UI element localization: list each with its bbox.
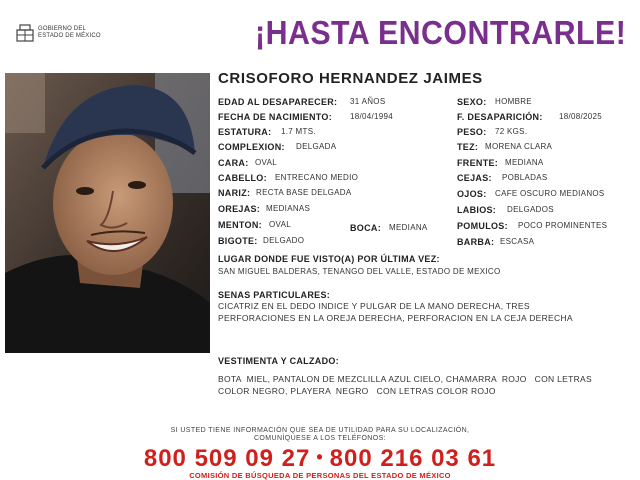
logo-line-1: GOBIERNO DEL xyxy=(38,26,87,32)
value-boca: MEDIANA xyxy=(389,223,428,232)
label-edad: EDAD AL DESAPARECER: xyxy=(218,97,338,107)
label-barba: BARBA: xyxy=(457,237,495,247)
value-estatura: 1.7 MTS. xyxy=(281,127,316,136)
label-labios: LABIOS: xyxy=(457,205,497,215)
value-nacimiento: 18/04/1994 xyxy=(350,112,394,121)
label-tez: TEZ: xyxy=(457,142,479,152)
phone-separator: • xyxy=(316,447,324,467)
value-edad: 31 AÑOS xyxy=(350,97,386,106)
value-desaparicion: 18/08/2025 xyxy=(559,112,603,121)
value-pomulos: POCO PROMINENTES xyxy=(518,221,608,230)
last-seen-value: SAN MIGUEL BALDERAS, TENANGO DEL VALLE, ESTADO DE MEXICO xyxy=(218,267,501,276)
phone-number-1[interactable]: 800 509 09 27 xyxy=(143,445,311,472)
phone-numbers xyxy=(0,445,640,473)
label-cara: CARA: xyxy=(218,158,249,168)
value-cejas: POBLADAS xyxy=(502,173,548,182)
contact-info xyxy=(0,427,640,443)
value-complexion: DELGADA xyxy=(296,142,337,151)
value-sexo: HOMBRE xyxy=(495,97,532,106)
label-sexo: SEXO: xyxy=(457,97,487,107)
label-ojos: OJOS: xyxy=(457,189,487,199)
label-desaparicion: F. DESAPARICIÓN: xyxy=(457,112,543,122)
value-cara: OVAL xyxy=(255,158,277,167)
last-seen-label: LUGAR DONDE FUE VISTO(A) POR ÚLTIMA VEZ: xyxy=(218,254,440,264)
value-menton: OVAL xyxy=(269,220,291,229)
value-frente: MEDIANA xyxy=(505,158,544,167)
clothing-line-1: BOTA MIEL, PANTALON DE MEZCLILLA AZUL CIELO, CHAMARRA ROJO CON LETRAS xyxy=(218,374,592,384)
phone-number-2[interactable]: 800 216 03 61 xyxy=(329,445,497,472)
value-labios: DELGADOS xyxy=(507,205,554,214)
clothing-label: VESTIMENTA Y CALZADO: xyxy=(218,356,339,366)
label-estatura: ESTATURA: xyxy=(218,127,272,137)
label-peso: PESO: xyxy=(457,127,487,137)
marks-line-1: CICATRIZ EN EL DEDO INDICE Y PULGAR DE LA MANO DERECHA, TRES xyxy=(218,301,530,311)
label-complexion: COMPLEXION: xyxy=(218,142,285,152)
value-orejas: MEDIANAS xyxy=(266,204,311,213)
label-cejas: CEJAS: xyxy=(457,173,492,183)
state-emblem-icon xyxy=(14,22,36,44)
value-barba: ESCASA xyxy=(500,237,535,246)
value-bigote: DELGADO xyxy=(263,236,305,245)
label-pomulos: POMULOS: xyxy=(457,221,508,231)
value-ojos: CAFE OSCURO MEDIANOS xyxy=(495,189,605,198)
label-bigote: BIGOTE: xyxy=(218,236,258,246)
marks-line-2: PERFORACIONES EN LA OREJA DERECHA, PERFORACION EN LA CEJA DERECHA xyxy=(218,313,573,323)
logo-line-2: ESTADO DE MÉXICO xyxy=(38,33,101,39)
label-frente: FRENTE: xyxy=(457,158,499,168)
commission-name: COMISIÓN DE BÚSQUEDA DE PERSONAS DEL ESTADO DE MÉXICO xyxy=(189,471,451,480)
person-name: CRISOFORO HERNANDEZ JAIMES xyxy=(218,70,483,87)
label-cabello: CABELLO: xyxy=(218,173,267,183)
label-menton: MENTON: xyxy=(218,220,262,230)
label-nacimiento: FECHA DE NACIMIENTO: xyxy=(218,112,332,122)
person-photo-icon xyxy=(5,73,210,353)
clothing-text xyxy=(218,373,592,397)
contact-info-line-1: SI USTED TIENE INFORMACIÓN QUE SEA DE UTILIDAD PARA SU LOCALIZACIÓN, xyxy=(170,427,470,434)
label-boca: BOCA: xyxy=(350,223,381,233)
label-orejas: OREJAS: xyxy=(218,204,261,214)
marks-text xyxy=(218,300,573,324)
value-tez: MORENA CLARA xyxy=(485,142,553,151)
logo-text xyxy=(38,26,101,40)
value-nariz: RECTA BASE DELGADA xyxy=(256,188,352,197)
missing-person-photo xyxy=(5,73,210,353)
label-nariz: NARIZ: xyxy=(218,188,251,198)
headline: ¡HASTA ENCONTRARLE! xyxy=(255,14,627,51)
government-logo xyxy=(14,22,119,46)
contact-info-line-2: COMUNÍQUESE A LOS TELÉFONOS: xyxy=(253,435,387,442)
marks-label: SENAS PARTICULARES: xyxy=(218,290,331,300)
clothing-line-2: COLOR NEGRO, PLAYERA NEGRO CON LETRAS COLOR ROJO xyxy=(218,386,496,396)
value-peso: 72 KGS. xyxy=(495,127,528,136)
value-cabello: ENTRECANO MEDIO xyxy=(275,173,359,182)
